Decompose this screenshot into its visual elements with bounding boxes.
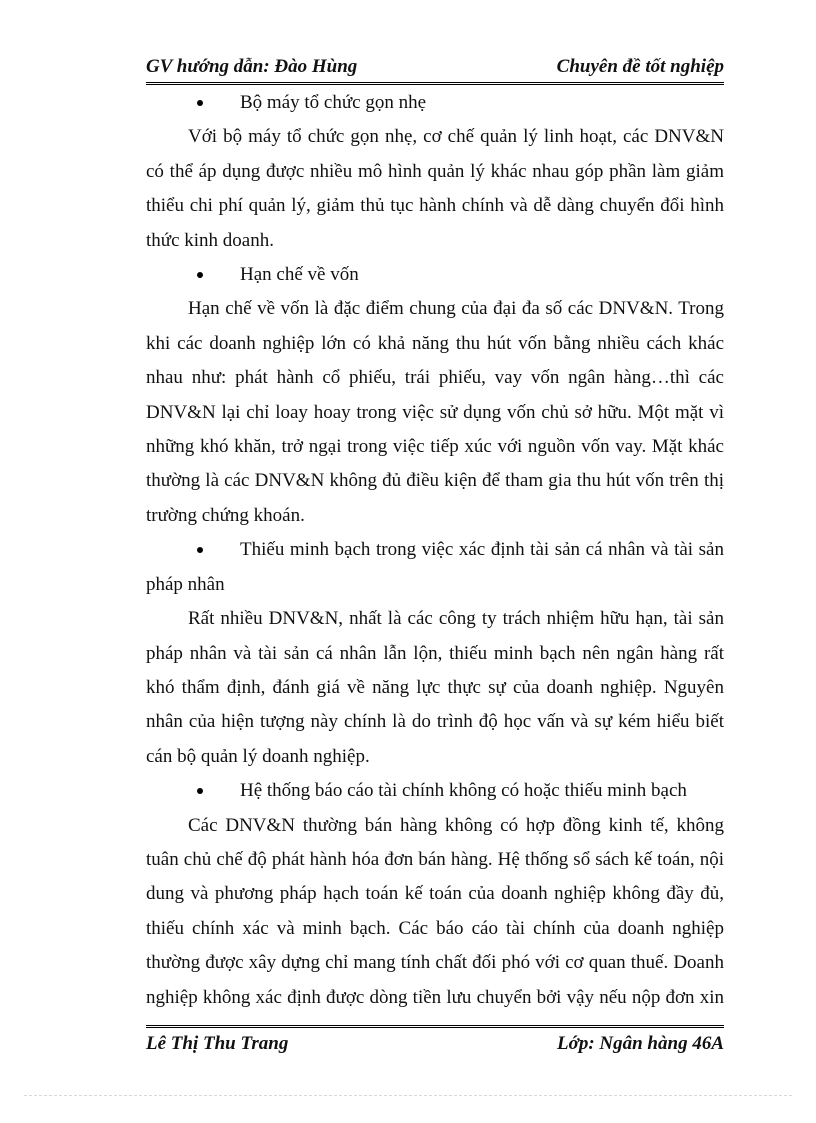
bullet-icon — [197, 788, 203, 794]
paragraph: Rất nhiều DNV&N, nhất là các công ty trách nhiệm hữu hạn, tài sản pháp nhân và tài sản cá nhân lẫn lộn, thiếu minh bạch nên ngân hàng rất khó thẩm định, đánh giá về năng lực thực sự của doanh nghiệp. Nguyên nhân của hiện tượng này chính là do trình độ học vấn và sự kém hiểu biết cán bộ quản lý doanh nghiệp. — [146, 608, 724, 767]
page-footer — [146, 1025, 724, 1058]
bullet-heading — [146, 258, 724, 292]
bullet-heading — [146, 86, 724, 120]
bullet-heading — [146, 533, 724, 602]
paragraph: Hạn chế về vốn là đặc điểm chung của đại đa số các DNV&N. Trong khi các doanh nghiệp lớn có khả năng thu hút vốn bằng nhiều cách khác nhau như: phát hành cổ phiếu, trái phiếu, vay vốn ngân hàng…thì các DNV&N lại chỉ loay hoay trong việc sử dụng vốn chủ sở hữu. Một mặt vì những khó khăn, trở ngại trong việc tiếp xúc với nguồn vốn vay. Mặt khác thường là các DNV&N không đủ điều kiện để tham gia thu hút vốn trên thị trường chứng khoán. — [146, 298, 724, 526]
footer-class: Lớp: Ngân hàng 46A — [557, 1033, 724, 1054]
page-header — [146, 54, 724, 85]
bullet-text: Hạn chế về vốn — [240, 264, 359, 286]
header-instructor: GV hướng dẫn: Đào Hùng — [146, 56, 358, 77]
footer-author: Lê Thị Thu Trang — [146, 1033, 289, 1054]
bullet-heading — [146, 774, 724, 808]
header-title: Chuyên đề tốt nghiệp — [556, 56, 724, 77]
paragraph: Các DNV&N thường bán hàng không có hợp đồng kinh tế, không tuân chủ chế độ phát hành hóa đơn bán hàng. Hệ thống sổ sách kế toán, nội dung và phương pháp hạch toán kế toán của doanh nghiệp không đầy đủ, thiếu chính xác và minh bạch. Các báo cáo tài chính của doanh nghiệp thường được xây dựng chỉ mang tính chất đối phó với cơ quan thuế. Doanh nghiệp không xác định được dòng tiền lưu chuyển bởi vậy nếu nộp đơn xin — [146, 814, 724, 1008]
bullet-icon — [197, 547, 203, 553]
page-break-divider — [24, 1095, 792, 1096]
paragraph: Với bộ máy tổ chức gọn nhẹ, cơ chế quản lý linh hoạt, các DNV&N có thể áp dụng được nhiều mô hình quản lý khác nhau góp phần làm giảm thiểu chi phí quản lý, giảm thủ tục hành chính và dễ dàng chuyển đổi hình thức kinh doanh. — [146, 126, 724, 251]
document-body — [146, 86, 724, 1015]
bullet-text: Bộ máy tổ chức gọn nhẹ — [240, 92, 427, 113]
bullet-text: Thiếu minh bạch trong việc xác định tài sản cá nhân và tài sản pháp nhân — [146, 539, 724, 595]
bullet-icon — [197, 272, 203, 278]
bullet-icon — [197, 100, 203, 106]
bullet-text: Hệ thống báo cáo tài chính không có hoặc thiếu minh bạch — [240, 780, 687, 802]
